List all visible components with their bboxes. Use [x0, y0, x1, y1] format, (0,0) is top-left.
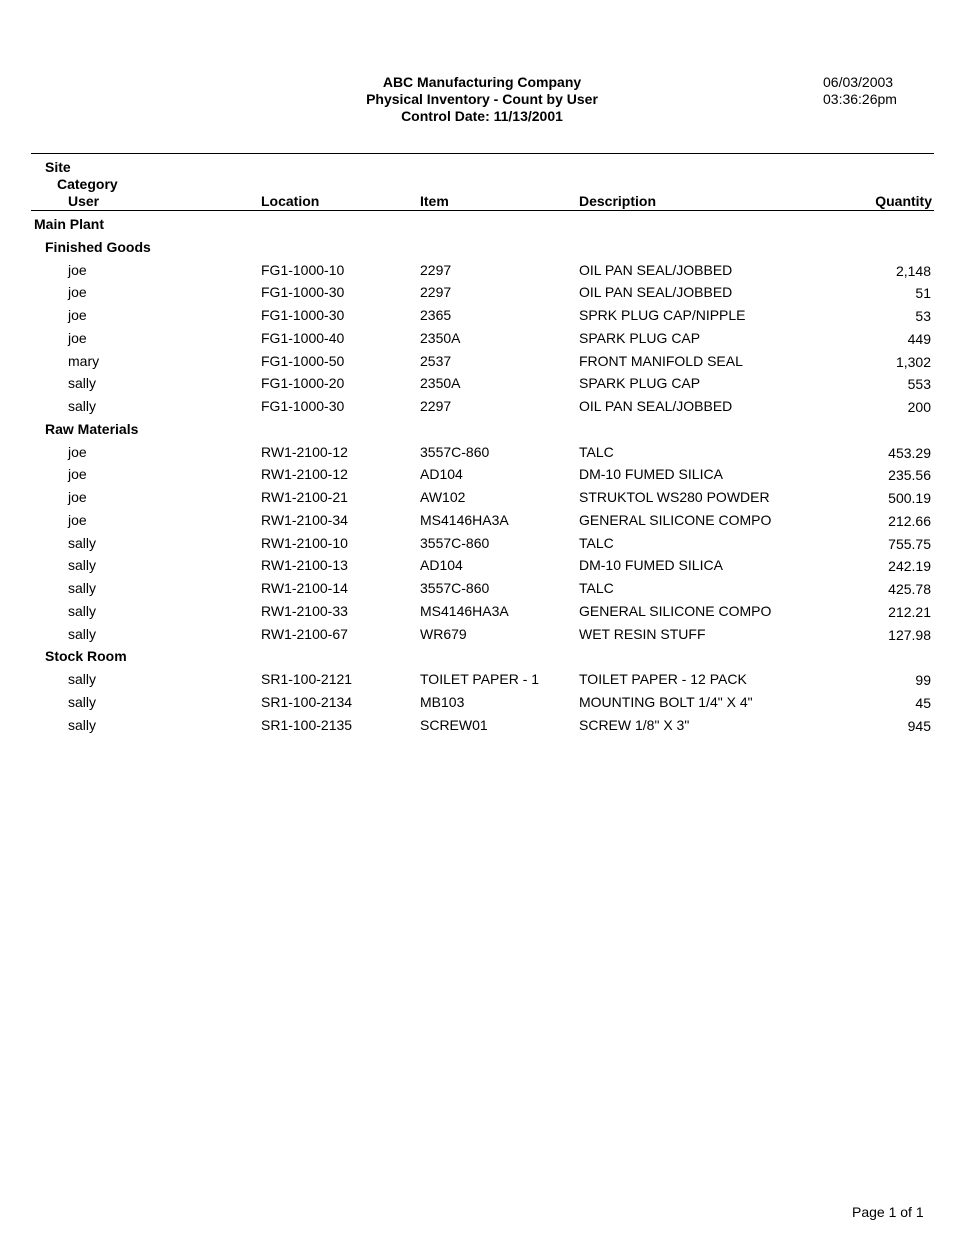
table-row [0, 694, 965, 717]
row-location: RW1-2100-13 [261, 557, 348, 573]
table-row [0, 671, 965, 694]
table-row [0, 512, 965, 535]
table-row [0, 262, 965, 285]
row-description: GENERAL SILICONE COMPO [579, 512, 772, 528]
table-row [0, 580, 965, 603]
category-name: Finished Goods [45, 239, 151, 255]
row-location: FG1-1000-40 [261, 330, 345, 346]
row-location: FG1-1000-20 [261, 375, 345, 391]
row-quantity: 235.56 [888, 467, 931, 483]
company-name: ABC Manufacturing Company [382, 74, 582, 90]
row-user: sally [68, 557, 97, 573]
row-description: TALC [579, 444, 614, 460]
row-item: 3557C-860 [420, 444, 490, 460]
row-quantity: 453.29 [888, 445, 931, 461]
row-user: joe [68, 284, 87, 300]
header-location: Location [261, 193, 320, 209]
table-row [0, 330, 965, 353]
row-location: FG1-1000-10 [261, 262, 345, 278]
row-user: sally [68, 671, 97, 687]
row-description: STRUKTOL WS280 POWDER [579, 489, 770, 505]
row-quantity: 553 [907, 376, 931, 392]
table-row [0, 398, 965, 421]
row-user: mary [68, 353, 100, 369]
row-description: SPARK PLUG CAP [579, 375, 701, 391]
row-item: MS4146HA3A [420, 512, 509, 528]
row-item: 2350A [420, 375, 461, 391]
row-item: 2297 [420, 284, 452, 300]
row-item: WR679 [420, 626, 467, 642]
row-user: joe [68, 307, 87, 323]
row-quantity: 2,148 [895, 263, 931, 279]
row-item: 3557C-860 [420, 535, 490, 551]
row-description: OIL PAN SEAL/JOBBED [579, 398, 733, 414]
row-description: TALC [579, 580, 614, 596]
row-item: AW102 [420, 489, 466, 505]
row-quantity: 45 [915, 695, 931, 711]
row-location: FG1-1000-50 [261, 353, 345, 369]
row-location: SR1-100-2134 [261, 694, 353, 710]
row-description: MOUNTING BOLT 1/4" X 4" [579, 694, 753, 710]
table-row [0, 489, 965, 512]
control-date: Control Date: 11/13/2001 [401, 108, 563, 124]
row-user: sally [68, 580, 97, 596]
row-quantity: 755.75 [888, 536, 931, 552]
table-row [0, 466, 965, 489]
table-row [0, 444, 965, 467]
table-row [0, 626, 965, 649]
row-location: FG1-1000-30 [261, 307, 345, 323]
header-user: User [68, 193, 100, 209]
row-user: joe [68, 466, 87, 482]
row-location: RW1-2100-12 [261, 444, 348, 460]
row-quantity: 242.19 [888, 558, 931, 574]
category-name: Raw Materials [45, 421, 139, 437]
row-quantity: 212.66 [888, 513, 931, 529]
row-location: SR1-100-2135 [261, 717, 353, 733]
report-title: Physical Inventory - Count by User [366, 91, 598, 107]
row-item: AD104 [420, 466, 463, 482]
top-divider [31, 153, 934, 154]
row-user: joe [68, 512, 87, 528]
row-item: TOILET PAPER - 1 [420, 671, 540, 687]
row-user: sally [68, 717, 97, 733]
report-timestamp [823, 74, 897, 108]
row-user: sally [68, 535, 97, 551]
header-item: Item [420, 193, 449, 209]
row-description: DM-10 FUMED SILICA [579, 466, 723, 482]
row-description: OIL PAN SEAL/JOBBED [579, 284, 733, 300]
row-description: WET RESIN STUFF [579, 626, 706, 642]
row-location: SR1-100-2121 [261, 671, 353, 687]
page-number: Page 1 of 1 [852, 1204, 924, 1220]
row-item: 3557C-860 [420, 580, 490, 596]
category-name: Stock Room [45, 648, 127, 664]
row-item: MB103 [420, 694, 465, 710]
row-quantity: 127.98 [888, 627, 931, 643]
row-item: 2297 [420, 398, 452, 414]
row-location: FG1-1000-30 [261, 398, 345, 414]
row-description: TALC [579, 535, 614, 551]
row-item: 2297 [420, 262, 452, 278]
row-quantity: 99 [915, 672, 931, 688]
row-item: AD104 [420, 557, 463, 573]
row-quantity: 51 [915, 285, 931, 301]
row-quantity: 945 [907, 718, 931, 734]
report-date: 06/03/2003 [823, 74, 894, 90]
table-row [0, 535, 965, 558]
row-description: SCREW 1/8" X 3" [579, 717, 690, 733]
row-user: sally [68, 398, 97, 414]
row-location: RW1-2100-67 [261, 626, 348, 642]
report-title-block [282, 74, 682, 125]
row-location: RW1-2100-12 [261, 466, 348, 482]
row-user: sally [68, 375, 97, 391]
row-user: joe [68, 444, 87, 460]
row-quantity: 500.19 [888, 490, 931, 506]
row-quantity: 425.78 [888, 581, 931, 597]
row-item: SCREW01 [420, 717, 488, 733]
row-location: RW1-2100-33 [261, 603, 348, 619]
row-item: MS4146HA3A [420, 603, 509, 619]
row-description: TOILET PAPER - 12 PACK [579, 671, 747, 687]
row-description: SPARK PLUG CAP [579, 330, 701, 346]
table-row [0, 307, 965, 330]
row-description: GENERAL SILICONE COMPO [579, 603, 772, 619]
row-location: RW1-2100-10 [261, 535, 348, 551]
table-row [0, 375, 965, 398]
row-description: SPRK PLUG CAP/NIPPLE [579, 307, 746, 323]
table-row [0, 603, 965, 626]
header-description: Description [579, 193, 657, 209]
row-quantity: 53 [915, 308, 931, 324]
row-location: RW1-2100-14 [261, 580, 348, 596]
row-location: FG1-1000-30 [261, 284, 345, 300]
row-item: 2365 [420, 307, 452, 323]
row-item: 2350A [420, 330, 461, 346]
row-user: joe [68, 330, 87, 346]
site-name: Main Plant [34, 216, 105, 232]
row-user: joe [68, 489, 87, 505]
row-quantity: 200 [907, 399, 931, 415]
row-quantity: 449 [907, 331, 931, 347]
row-description: FRONT MANIFOLD SEAL [579, 353, 743, 369]
row-quantity: 212.21 [888, 604, 931, 620]
table-row [0, 557, 965, 580]
row-item: 2537 [420, 353, 452, 369]
row-user: joe [68, 262, 87, 278]
row-user: sally [68, 626, 97, 642]
header-category: Category [57, 176, 118, 192]
header-divider [31, 210, 934, 211]
table-row [0, 717, 965, 740]
header-quantity: Quantity [875, 193, 932, 209]
row-location: RW1-2100-34 [261, 512, 348, 528]
header-site: Site [45, 159, 71, 175]
row-location: RW1-2100-21 [261, 489, 348, 505]
table-row [0, 284, 965, 307]
row-description: DM-10 FUMED SILICA [579, 557, 723, 573]
row-quantity: 1,302 [895, 354, 931, 370]
row-user: sally [68, 603, 97, 619]
table-row [0, 353, 965, 376]
row-description: OIL PAN SEAL/JOBBED [579, 262, 733, 278]
row-user: sally [68, 694, 97, 710]
report-time: 03:36:26pm [823, 91, 897, 107]
